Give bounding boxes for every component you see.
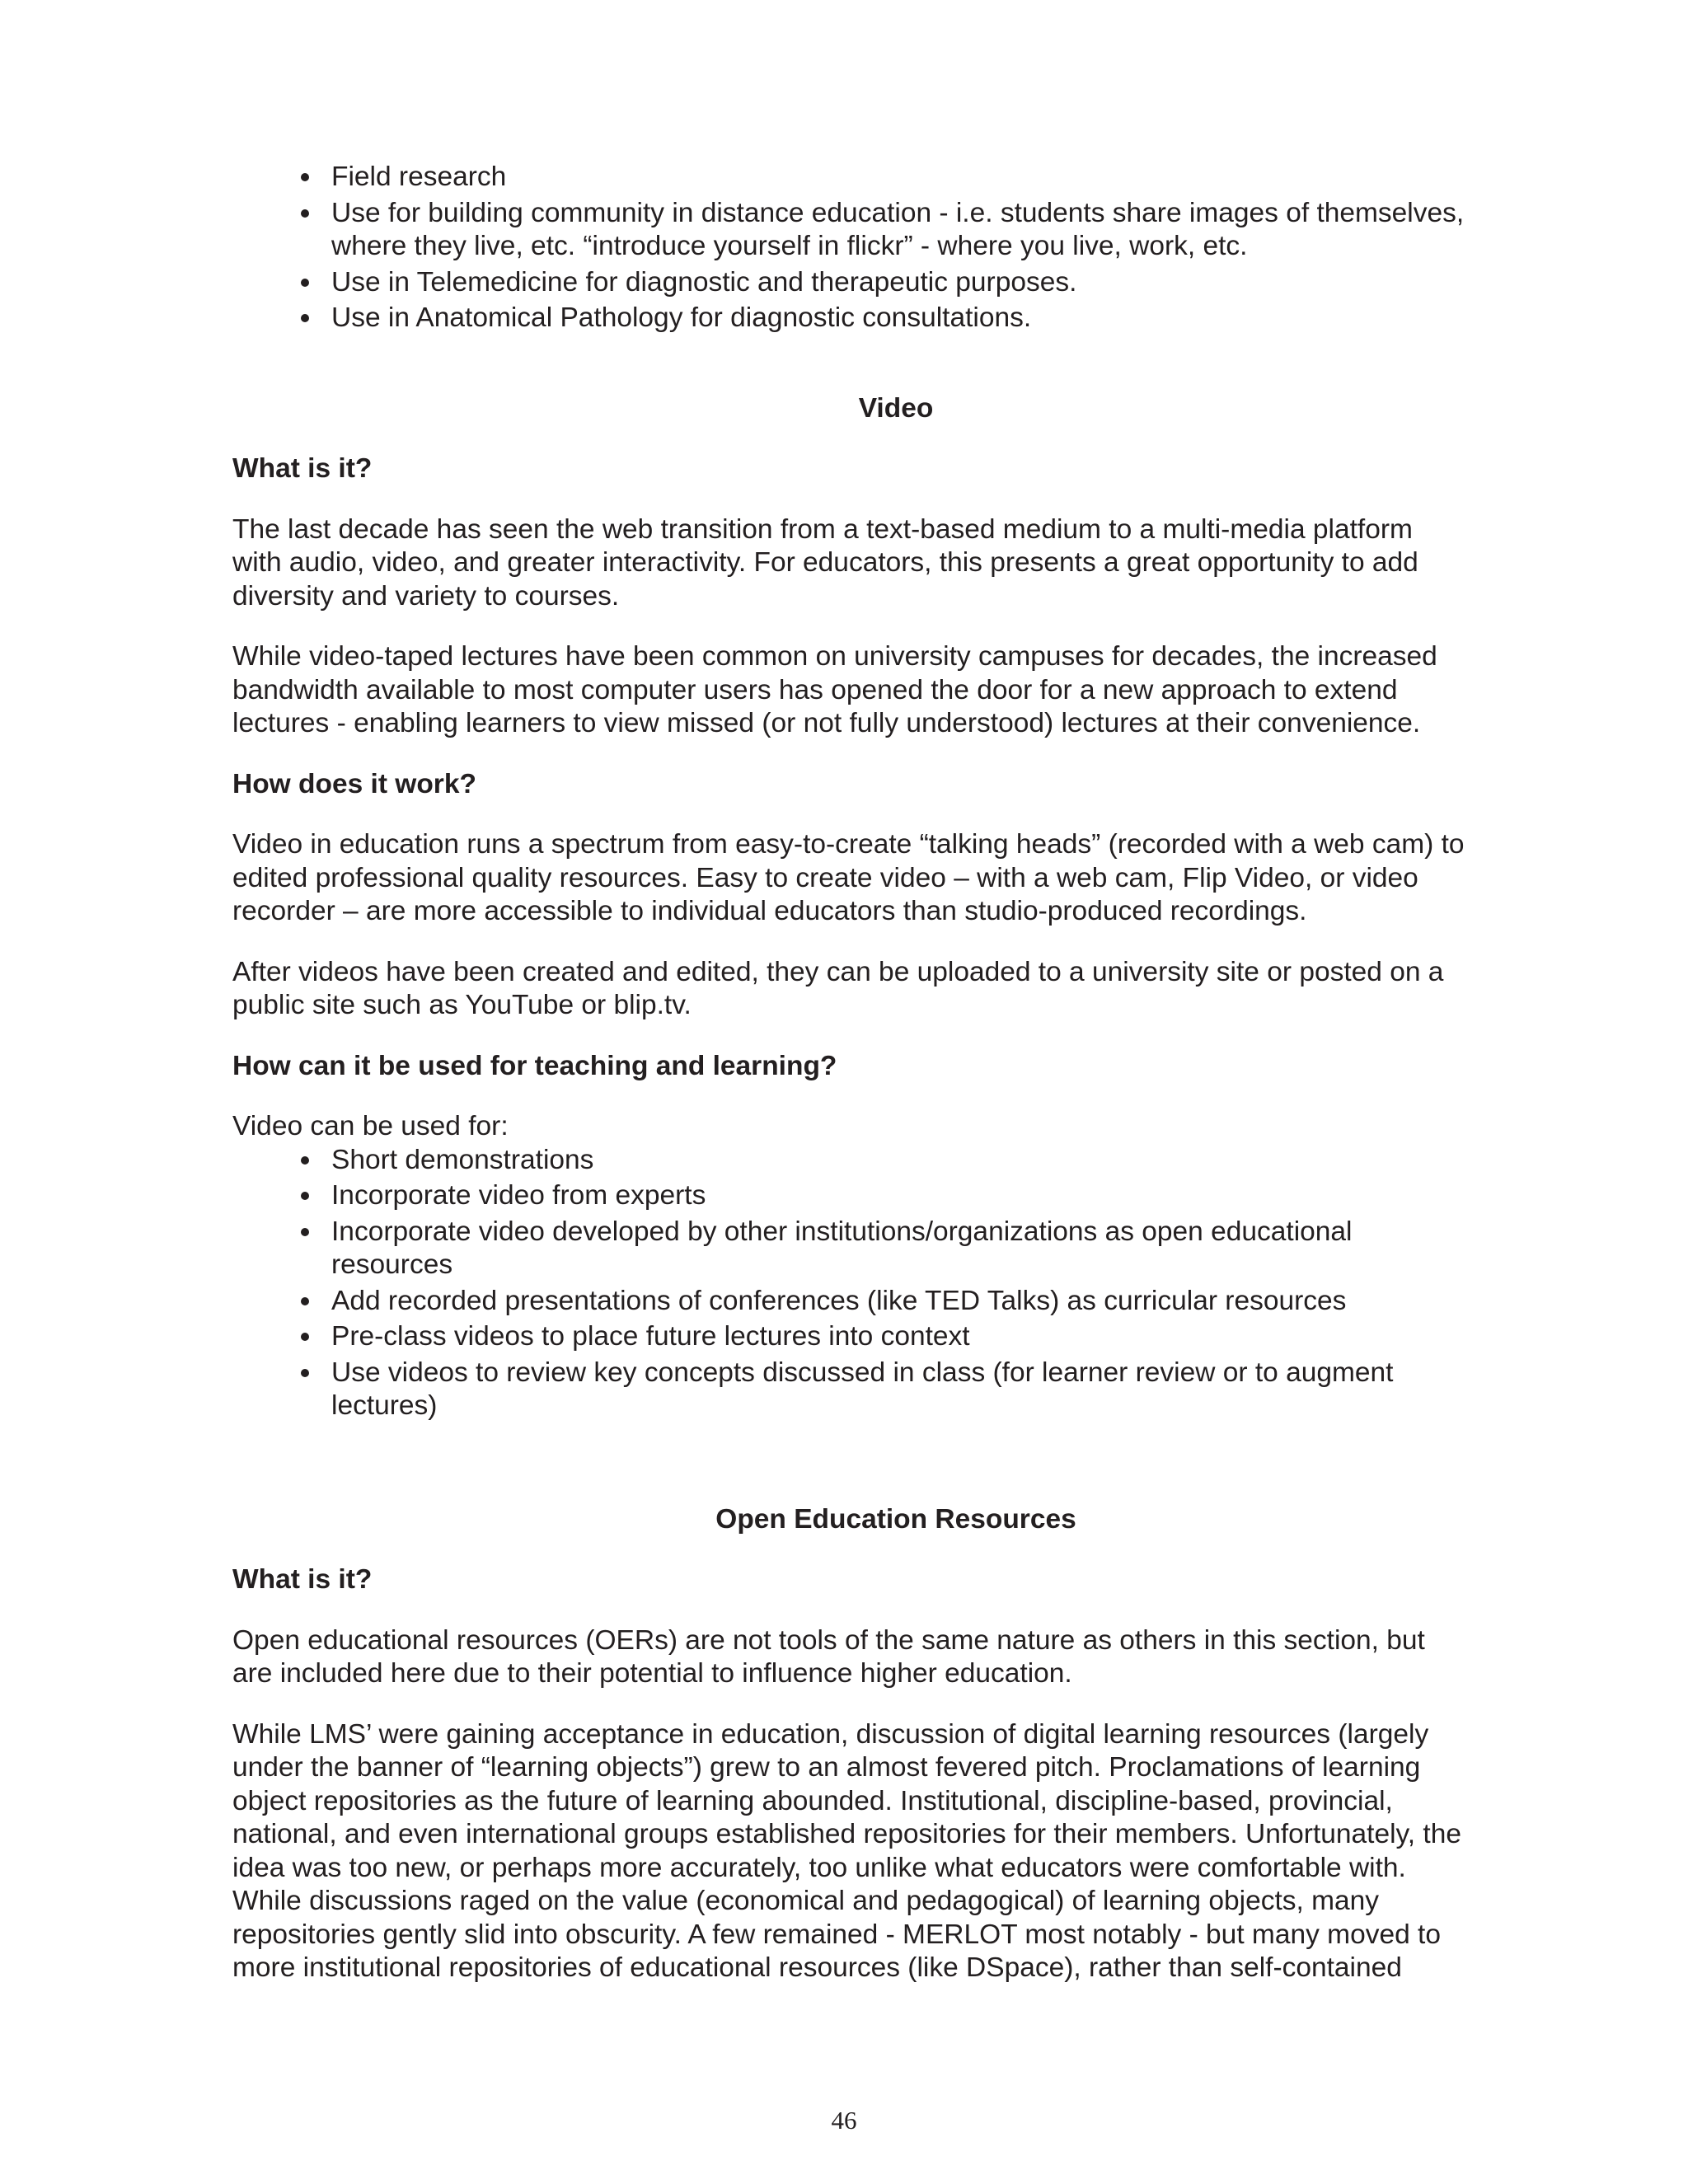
- oer-what-heading: What is it?: [232, 1564, 373, 1595]
- video-how-heading: How does it work?: [232, 768, 476, 799]
- oer-paragraph-1: Open educational resources (OERs) are not tools of the same nature as others in this section, but are included here due to their potential to influence higher education.: [232, 1624, 1425, 1689]
- list-item: Use for building community in distance education - i.e. students share images of themselves, where they live, etc. “introduce yourself in flickr” - where you live, work, etc.: [331, 197, 1469, 264]
- oer-paragraph-2: While LMS’ were gaining acceptance in education, discussion of digital learning resources (largely under the banner of “learning objects”) grew to an almost fevered pitch. Proclamations of learning object repositories as the future of learning abounded. Institutional, discipline-based, provincial, national, and even international groups established repositories for their members. Unfortunately, the idea was too new, or perhaps more accurately, too unlike what educators were comfortable with. While discussions raged on the value (economical and pedagogical) of learning objects, many repositories gently slid into obscurity. A few remained - MERLOT most notably - but many moved to more institutional repositories of educational resources (like DSpace), rather than self-contained: [232, 1718, 1461, 1983]
- list-item: Incorporate video developed by other institutions/organizations as open educational resources: [331, 1216, 1469, 1282]
- page-content: [232, 161, 1469, 1985]
- list-item: Add recorded presentations of conferences (like TED Talks) as curricular resources: [331, 1285, 1469, 1319]
- list-item: Use videos to review key concepts discussed in class (for learner review or to augment lectures): [331, 1357, 1469, 1423]
- page-number: 46: [831, 2106, 857, 2135]
- video-what-paragraph-2: While video-taped lectures have been common on university campuses for decades, the increased bandwidth available to most computer users has opened the door for a new approach to extend lectures - enabling learners to view missed (or not fully understood) lectures at their convenience.: [232, 641, 1437, 738]
- list-item: Incorporate video from experts: [331, 1179, 1469, 1213]
- list-item: Pre-class videos to place future lectures into context: [331, 1320, 1469, 1354]
- video-what-paragraph-1: The last decade has seen the web transition from a text-based medium to a multi-media platform with audio, video, and greater interactivity. For educators, this presents a great opportunity to add diversity and variety to courses.: [232, 513, 1418, 612]
- video-use-heading: How can it be used for teaching and learning?: [232, 1050, 837, 1081]
- list-item: Short demonstrations: [331, 1144, 1469, 1178]
- video-what-heading: What is it?: [232, 453, 373, 484]
- top-bullet-list: [232, 161, 1469, 335]
- section-title-video: Video: [858, 392, 934, 424]
- video-use-intro: Video can be used for:: [232, 1111, 509, 1141]
- list-item: Use in Anatomical Pathology for diagnostic consultations.: [331, 302, 1469, 335]
- video-how-paragraph-2: After videos have been created and edited, they can be uploaded to a university site or posted on a public site such as YouTube or blip.tv.: [232, 956, 1444, 1020]
- video-how-paragraph-1: Video in education runs a spectrum from easy-to-create “talking heads” (recorded with a web cam) to edited professional quality resources. Easy to create video – with a web cam, Flip Video, or video recorder – are more accessible to individual educators than studio-produced recordings.: [232, 829, 1465, 926]
- section-title-oer: Open Education Resources: [715, 1503, 1076, 1535]
- list-item: Field research: [331, 161, 1469, 194]
- list-item: Use in Telemedicine for diagnostic and therapeutic purposes.: [331, 266, 1469, 300]
- video-use-bullet-list: [232, 1144, 1469, 1423]
